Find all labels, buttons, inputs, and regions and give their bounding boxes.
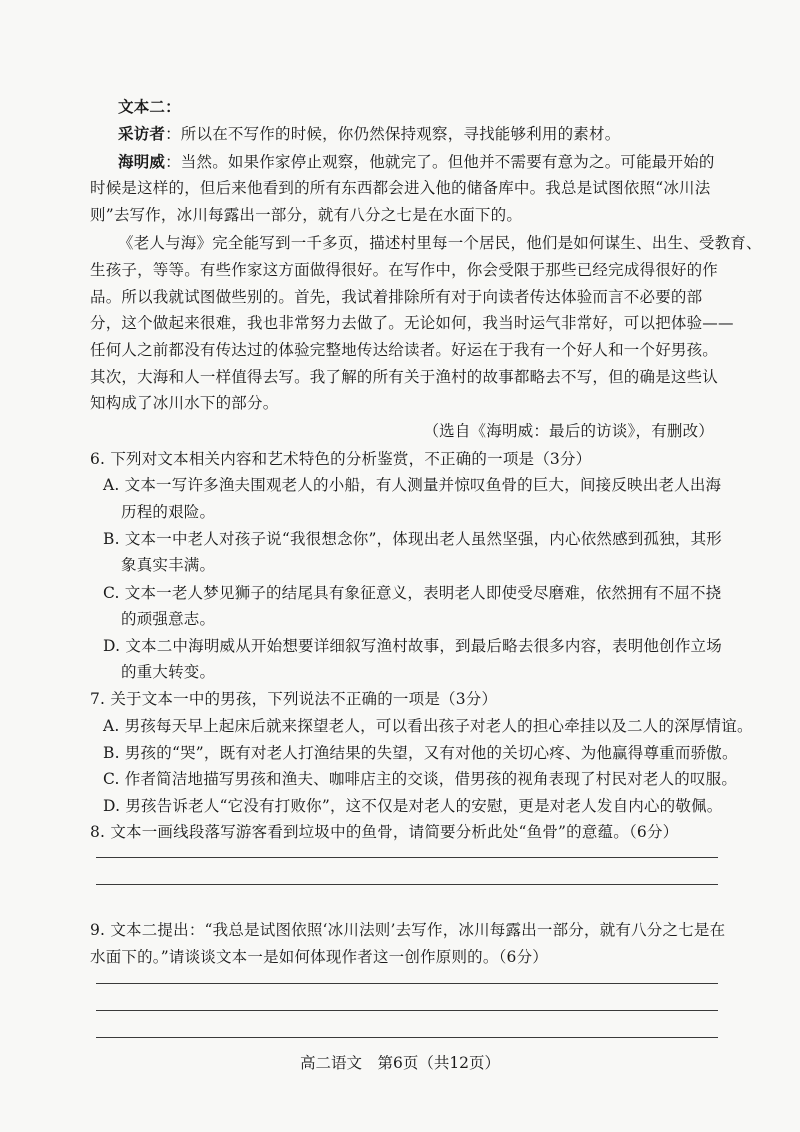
text2-heading: 文本二： [118,97,181,116]
interview-line [118,152,715,172]
paragraph-line: 生孩子，等等。有些作家这方面做得很好。在写作中，你会受限于那些已经完成得很好的作 [90,261,719,279]
interview-line: 时候是这样的，但后来他看到的所有东西都会进入他的储备库中。我总是试图依照“冰川法 [90,179,711,197]
interview-line: 则”去写作，冰川每露出一部分，就有八分之七是在水面下的。 [90,206,523,224]
page-footer: 高二语文 第6页（共12页） [299,1054,501,1072]
q7-option-a: A. 男孩每天早上起床后就来探望老人，可以看出孩子对老人的担心牵挂以及二人的深厚情谊。 [103,717,753,735]
q9-answer-line[interactable] [96,983,718,984]
q7-option-b: B. 男孩的“哭”，既有对老人打渔结果的失望，又有对他的关切心疼、为他赢得尊重而骄傲。 [103,744,738,762]
question-8-stem: 8. 文本一画线段落写游客看到垃圾中的鱼骨，请简要分析此处“鱼骨”的意蕴。（6分） [90,823,679,841]
interview-line [118,124,620,144]
q6-option-b-cont: 象真实丰满。 [121,556,216,574]
paragraph-line: 分，这个做起来很难，我也非常努力去做了。无论如何，我当时运气非常好，可以把体验—— [90,314,734,332]
q9-answer-line[interactable] [96,1037,718,1038]
q6-option-c-cont: 的顽强意志。 [121,610,216,628]
interview-text: ：所以在不写作的时候，你仍然保持观察，寻找能够利用的素材。 [165,125,621,143]
paragraph-line: 其次，大海和人一样值得去写。我了解的所有关于渔村的故事都略去不写，但的确是这些认 [90,368,719,386]
question-7-stem: 7. 关于文本一中的男孩，下列说法不正确的一项是（3分） [90,690,498,708]
paragraph-line: 品。所以我就试图做些别的。首先，我试着排除所有对于向读者传达体验而言不必要的部 [90,288,703,306]
q6-option-b: B. 文本一中老人对孩子说“我很想念你”，体现出老人虽然坚强，内心依然感到孤独，其形 [103,530,722,548]
question-6-stem: 6. 下列对文本相关内容和艺术特色的分析鉴赏，不正确的一项是（3分） [90,450,592,468]
q6-option-a: A. 文本一写许多渔夫围观老人的小船，有人测量并惊叹鱼骨的巨大，间接反映出老人出海 [103,476,722,494]
question-9-stem: 9. 文本二提出：“我总是试图依照‘冰川法则’去写作，冰川每露出一部分，就有八分之七是在 [90,921,726,939]
paragraph-line: 知构成了冰川水下的部分。 [90,394,279,412]
q6-option-c: C. 文本一老人梦见狮子的结尾具有象征意义，表明老人即使受尽磨难，依然拥有不屈不挠 [103,584,722,602]
q9-answer-line[interactable] [96,1010,718,1011]
source-citation: （选自《海明威：最后的访谈》，有删改） [423,422,714,440]
paragraph-line: 《老人与海》完全能写到一千多页，描述村里每一个居民，他们是如何谋生、出生、受教育、 [118,234,762,252]
speaker-label: 采访者 [118,124,166,143]
paragraph-line: 任何人之前都没有传达过的体验完整地传达给读者。好运在于我有一个好人和一个好男孩。 [90,341,719,359]
q8-answer-line[interactable] [96,884,718,885]
speaker-label: 海明威 [118,152,166,171]
q8-answer-line[interactable] [96,857,718,858]
q7-option-c: C. 作者简洁地描写男孩和渔夫、咖啡店主的交谈，借男孩的视角表现了村民对老人的叹服。 [103,770,738,788]
q7-option-d: D. 男孩告诉老人“它没有打败你”，这不仅是对老人的安慰，更是对老人发自内心的敬佩。 [103,797,723,815]
q6-option-d: D. 文本二中海明威从开始想要详细叙写渔村故事，到最后略去很多内容，表明他创作立场 [103,637,722,655]
question-9-stem-cont: 水面下的。”请谈谈文本一是如何体现作者这一创作原则的。（6分） [90,948,548,966]
q6-option-a-cont: 历程的艰险。 [121,503,216,521]
q6-option-d-cont: 的重大转变。 [121,663,216,681]
interview-text: ：当然。如果作家停止观察，他就完了。但他并不需要有意为之。可能最开始的 [165,153,715,171]
